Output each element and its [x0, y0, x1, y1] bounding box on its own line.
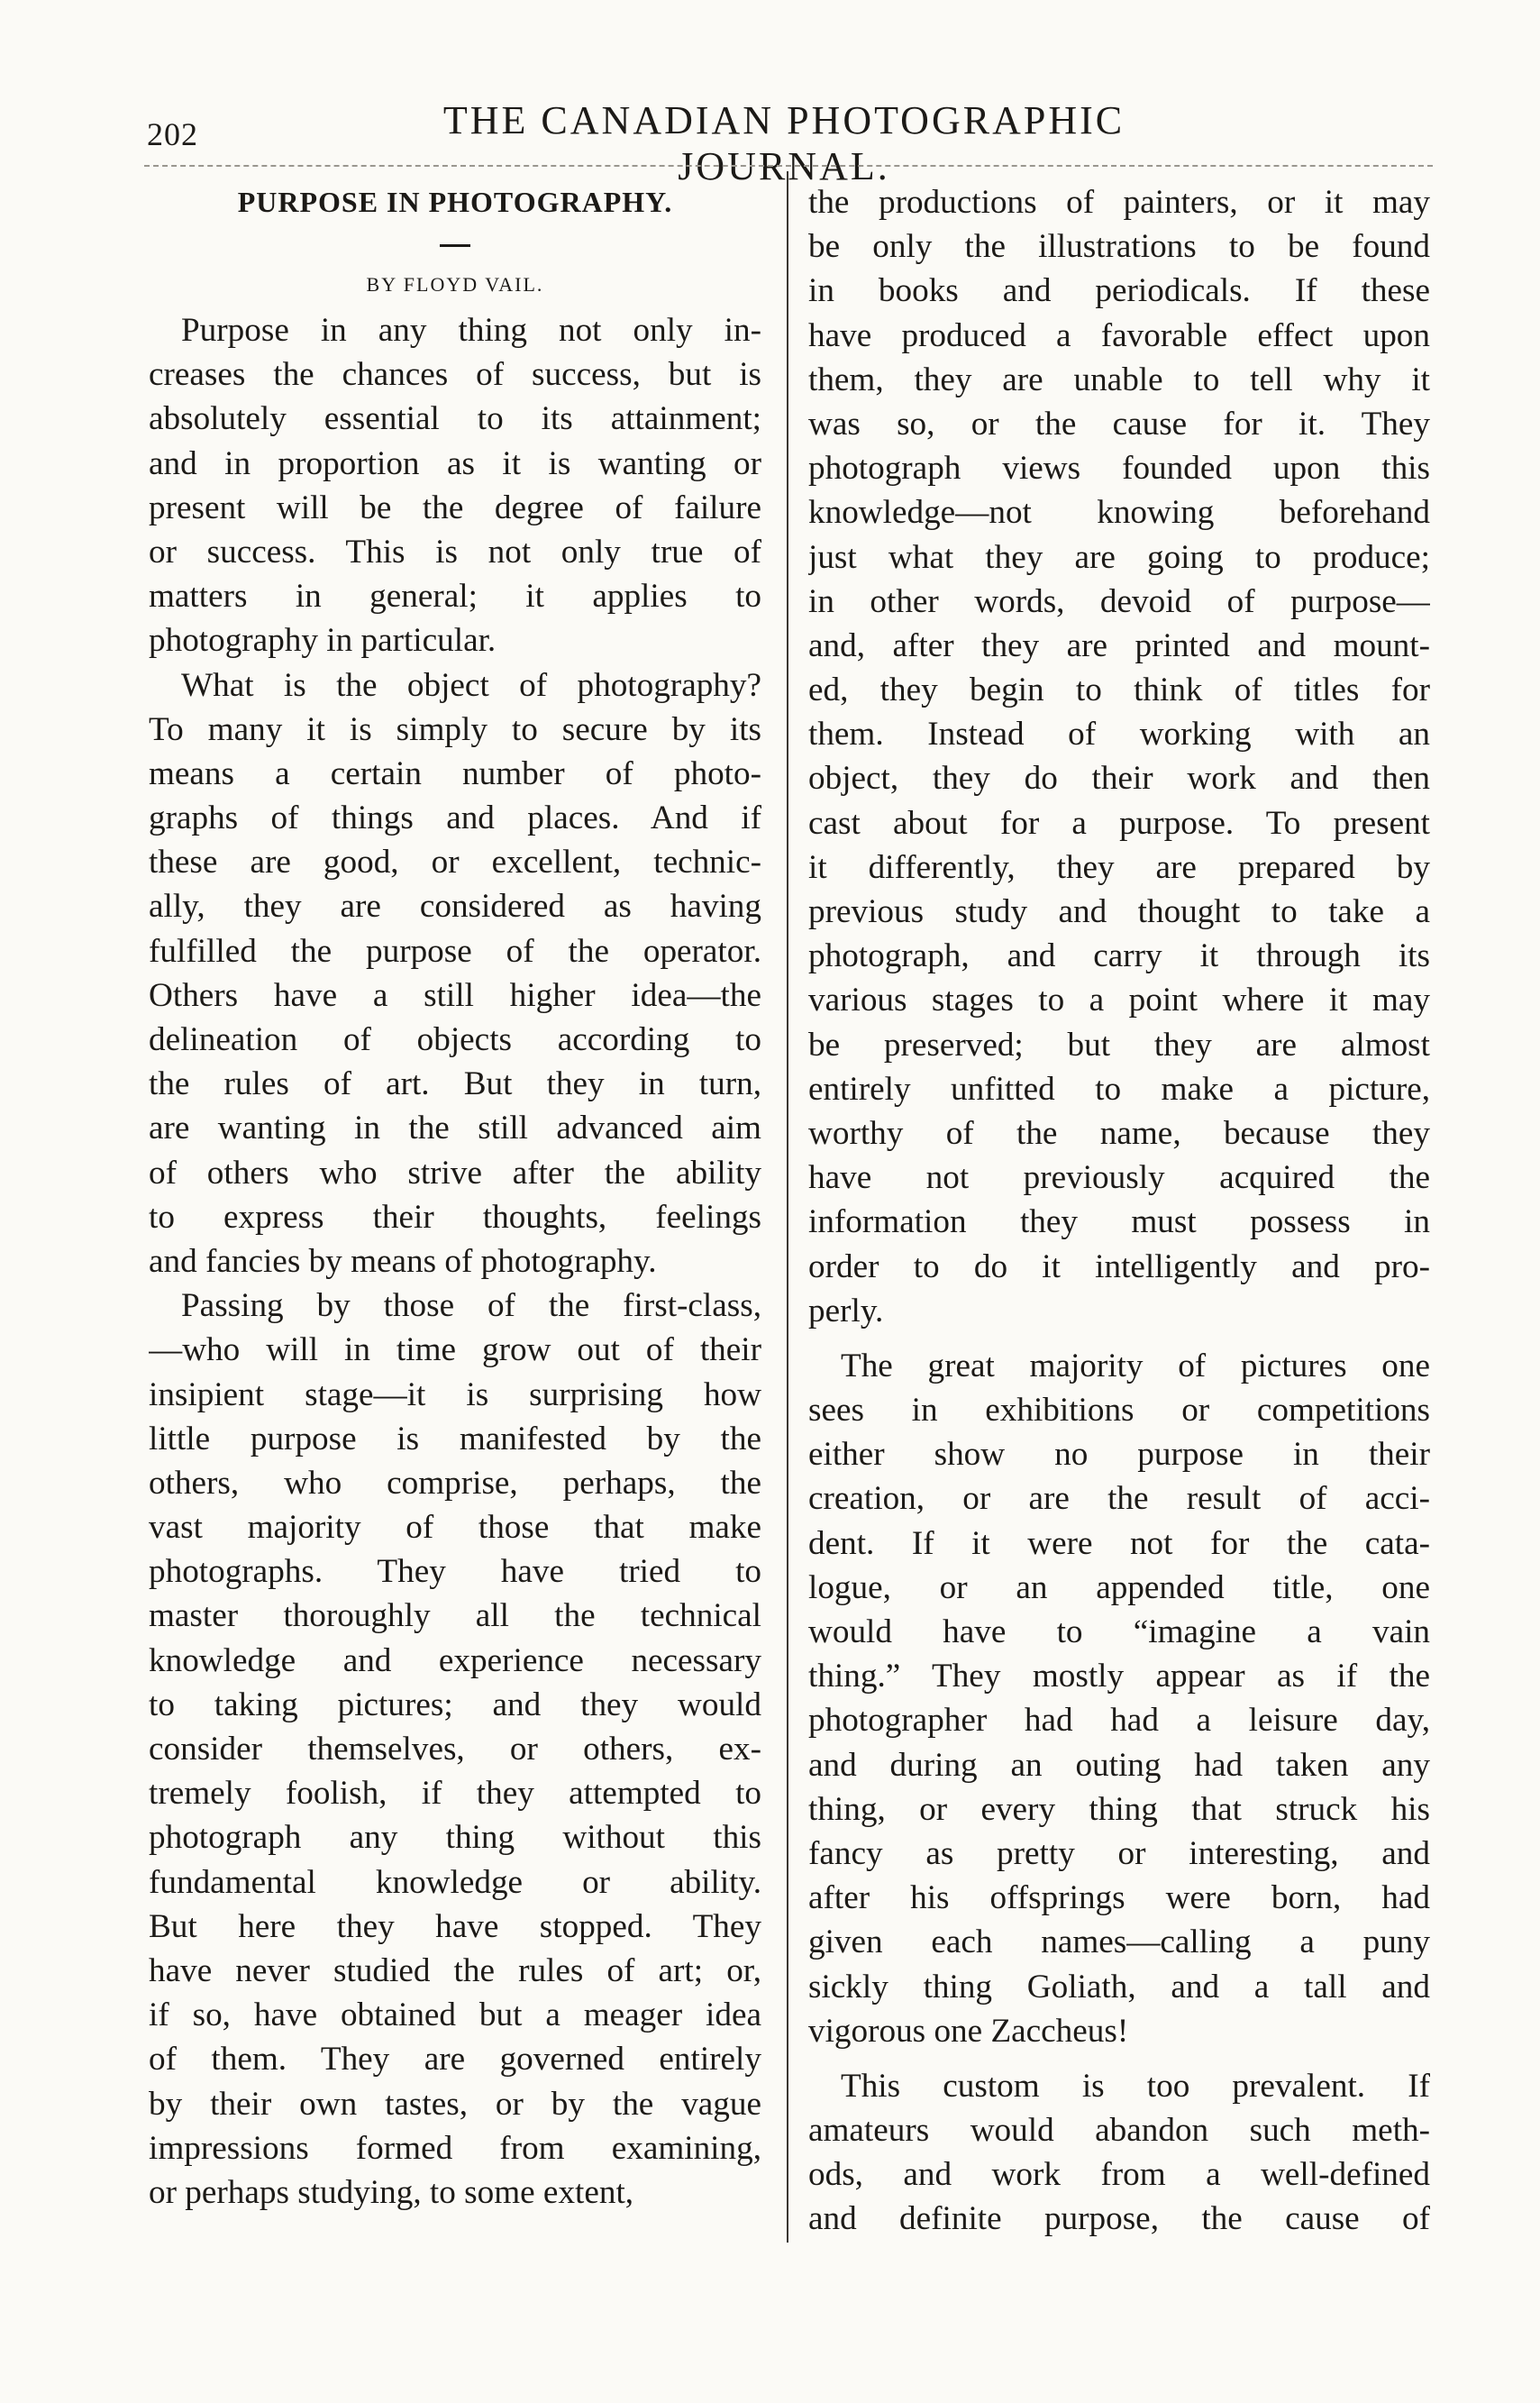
text-line: cast about for a purpose. To present [808, 804, 1430, 842]
text-line: thing.” They mostly appear as if the [808, 1658, 1430, 1695]
text-line: order to do it intelligently and pro- [808, 1247, 1430, 1285]
text-line: perly. [808, 1292, 884, 1329]
text-line: absolutely essential to its attainment; [149, 400, 761, 438]
text-line: ally, they are considered as having [149, 888, 761, 926]
text-line: would have to “imagine a vain [808, 1613, 1430, 1650]
text-line: But here they have stopped. They [149, 1907, 761, 1945]
text-line: photographer had had a leisure day, [808, 1702, 1430, 1740]
text-line: previous study and thought to take a [808, 893, 1430, 930]
text-line: amateurs would abandon such meth- [808, 2112, 1430, 2150]
text-line: graphs of things and places. And if [149, 799, 761, 837]
text-line: delineation of objects according to [149, 1021, 761, 1058]
text-line: have never studied the rules of art; or, [149, 1951, 761, 1989]
text-line: photograph, and carry it through its [808, 937, 1430, 975]
text-line: fundamental knowledge or ability. [149, 1863, 761, 1901]
paragraph [808, 1344, 1430, 2053]
text-line: worthy of the name, because they [808, 1114, 1430, 1152]
left-column [149, 180, 761, 2215]
text-line: creases the chances of success, but is [149, 356, 761, 394]
text-line: impressions formed from examining, [149, 2129, 761, 2167]
text-line: of them. They are governed entirely [149, 2041, 761, 2079]
text-line: present will be the degree of failure [149, 489, 761, 526]
journal-running-head: THE CANADIAN PHOTOGRAPHIC JOURNAL. [442, 98, 1125, 188]
text-line: ods, and work from a well-defined [808, 2156, 1430, 2194]
text-line: photograph any thing without this [149, 1819, 761, 1857]
paragraph-gap [808, 1333, 1430, 1344]
text-line: vigorous one Zaccheus! [808, 2012, 1129, 2050]
text-line: creation, or are the result of acci- [808, 1480, 1430, 1518]
text-line: others, who comprise, perhaps, the [149, 1464, 761, 1502]
text-line: fancy as pretty or interesting, and [808, 1834, 1430, 1872]
column-divider [787, 171, 788, 2243]
text-line: photographs. They have tried to [149, 1553, 761, 1591]
text-line: are wanting in the still advanced aim [149, 1110, 761, 1147]
article-title: PURPOSE IN PHOTOGRAPHY. [237, 186, 673, 218]
text-line: thing, or every thing that struck his [808, 1790, 1430, 1828]
paragraph [149, 308, 761, 663]
text-line: little purpose is manifested by the [149, 1420, 761, 1457]
text-line: after his offsprings were born, had [808, 1879, 1430, 1917]
text-line: Others have a still higher idea—the [149, 976, 761, 1014]
text-line: these are good, or excellent, technic- [149, 844, 761, 882]
text-line: photography in particular. [149, 622, 497, 660]
text-line: of others who strive after the ability [149, 1154, 761, 1192]
text-line: have not previously acquired the [808, 1159, 1430, 1197]
paragraph [149, 1284, 761, 2215]
text-line: Passing by those of the first-class, [181, 1287, 761, 1325]
text-line: This custom is too prevalent. If [841, 2067, 1430, 2105]
text-line: in books and periodicals. If these [808, 272, 1430, 310]
text-line: logue, or an appended title, one [808, 1568, 1430, 1606]
text-line: given each names—calling a puny [808, 1923, 1430, 1961]
text-line: either show no purpose in their [808, 1436, 1430, 1474]
text-line: by their own tastes, or by the vague [149, 2085, 761, 2123]
text-line: the productions of painters, or it may [808, 184, 1430, 221]
text-line: entirely unfitted to make a picture, [808, 1070, 1430, 1108]
text-line: The great majority of pictures one [841, 1347, 1430, 1384]
page-number: 202 [147, 116, 198, 152]
text-line: What is the object of photography? [181, 666, 761, 704]
text-line: ed, they begin to think of titles for [808, 672, 1430, 709]
text-line: be preserved; but they are almost [808, 1026, 1430, 1064]
text-line: dent. If it were not for the cata- [808, 1524, 1430, 1562]
text-line: them, they are unable to tell why it [808, 361, 1430, 398]
text-line: photograph views founded upon this [808, 450, 1430, 488]
text-line: means a certain number of photo- [149, 754, 761, 792]
right-column [808, 180, 1430, 2242]
paragraph [149, 663, 761, 1284]
text-line: insipient stage—it is surprising how [149, 1375, 761, 1413]
text-line: it differently, they are prepared by [808, 848, 1430, 886]
text-line: matters in general; it applies to [149, 578, 761, 616]
text-line: tremely foolish, if they attempted to [149, 1775, 761, 1813]
text-line: To many it is simply to secure by its [149, 710, 761, 748]
text-line: object, they do their work and then [808, 760, 1430, 798]
text-line: was so, or the cause for it. They [808, 405, 1430, 443]
text-line: and, after they are printed and mount- [808, 626, 1430, 664]
text-line: just what they are going to produce; [808, 538, 1430, 576]
header-rule [144, 165, 1433, 167]
article-byline: BY FLOYD VAIL. [366, 273, 544, 296]
text-line: and fancies by means of photography. [149, 1242, 657, 1280]
text-line: fulfilled the purpose of the operator. [149, 932, 761, 970]
text-line: various stages to a point where it may [808, 982, 1430, 1019]
text-line: knowledge—not knowing beforehand [808, 494, 1430, 532]
text-line: if so, have obtained but a meager idea [149, 1996, 761, 2034]
text-line: sickly thing Goliath, and a tall and [808, 1968, 1430, 2006]
title-rule [440, 244, 470, 247]
text-line: to express their thoughts, feelings [149, 1198, 761, 1236]
paragraph-gap [808, 2053, 1430, 2064]
text-line: have produced a favorable effect upon [808, 316, 1430, 354]
text-line: master thoroughly all the technical [149, 1597, 761, 1635]
text-line: information they must possess in [808, 1203, 1430, 1241]
text-line: knowledge and experience necessary [149, 1641, 761, 1679]
text-line: sees in exhibitions or competitions [808, 1392, 1430, 1430]
text-line: vast majority of those that make [149, 1509, 761, 1547]
text-line: and definite purpose, the cause of [808, 2200, 1430, 2238]
text-line: be only the illustrations to be found [808, 228, 1430, 266]
text-line: consider themselves, or others, ex- [149, 1731, 761, 1768]
text-line: or perhaps studying, to some extent, [149, 2173, 634, 2211]
text-line: Purpose in any thing not only in- [181, 312, 761, 349]
text-line: in other words, devoid of purpose— [808, 582, 1430, 620]
paragraph [808, 180, 1430, 1333]
text-line: —who will in time grow out of their [149, 1331, 761, 1369]
paragraph [808, 2064, 1430, 2242]
text-line: to taking pictures; and they would [149, 1686, 761, 1723]
text-line: them. Instead of working with an [808, 716, 1430, 754]
text-line: and in proportion as it is wanting or [149, 444, 761, 482]
text-line: and during an outing had taken any [808, 1746, 1430, 1784]
text-line: or success. This is not only true of [149, 533, 761, 571]
text-line: the rules of art. But they in turn, [149, 1065, 761, 1103]
